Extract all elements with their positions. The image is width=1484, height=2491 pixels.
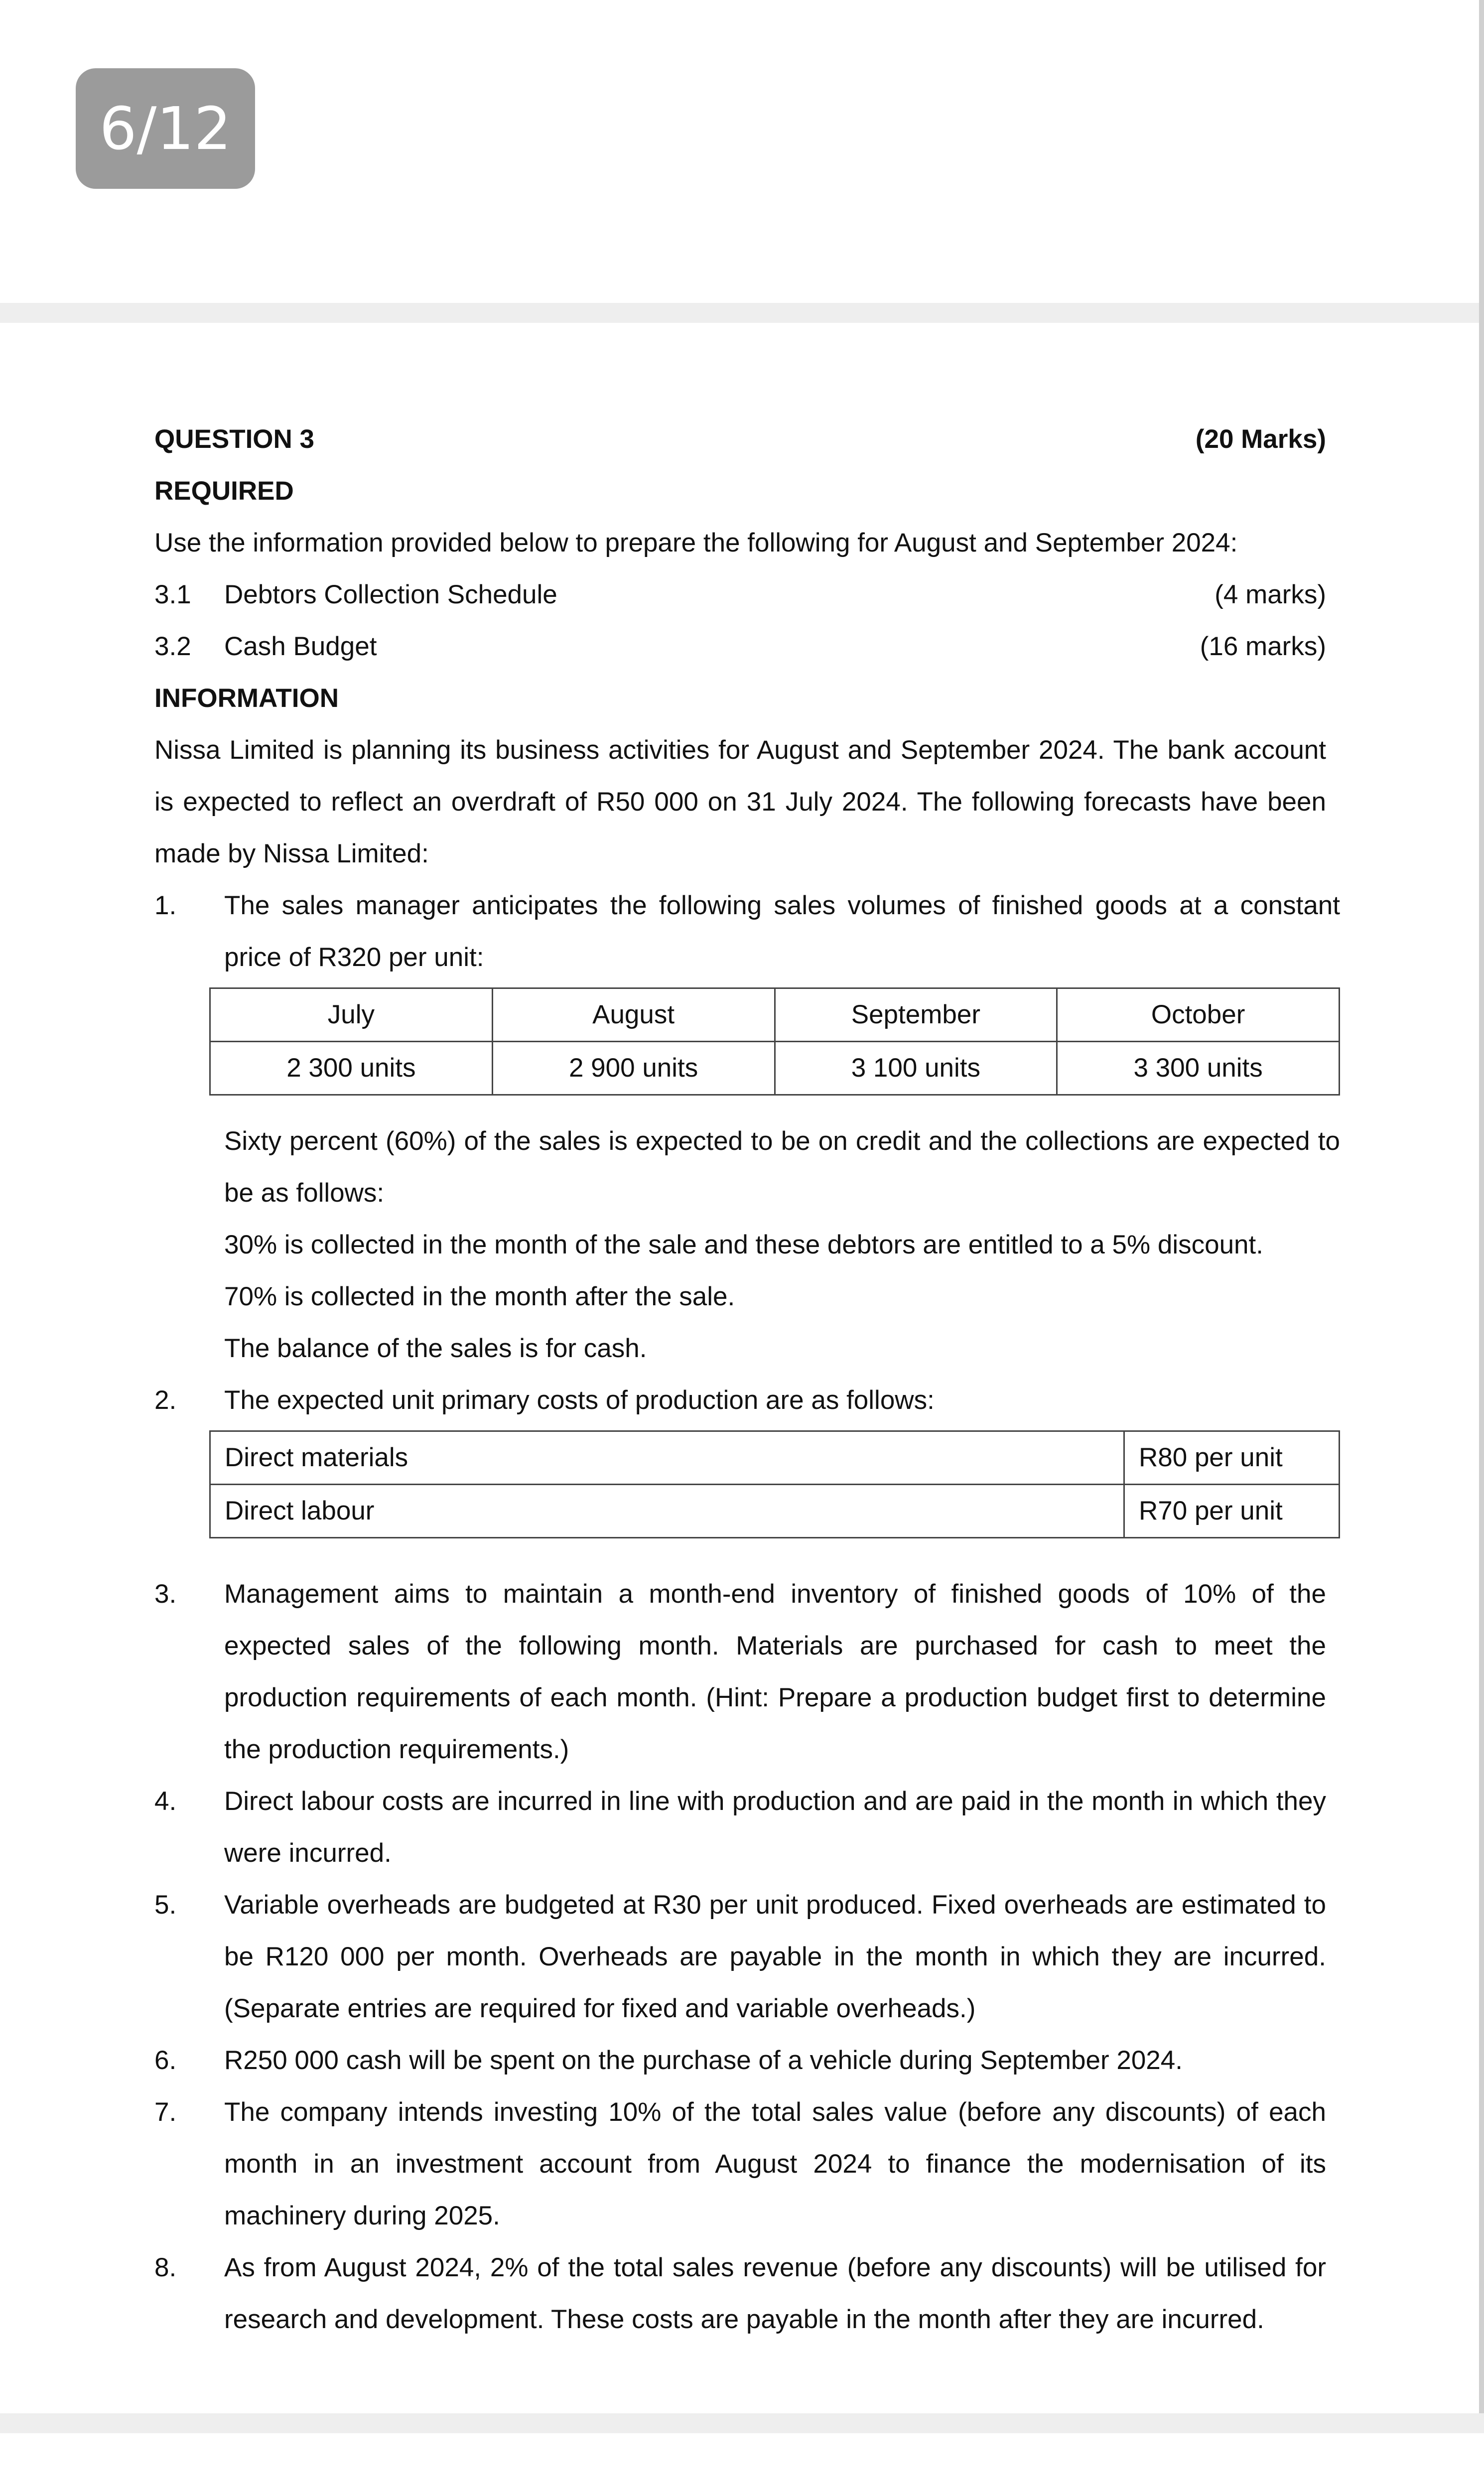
item-number: 6.	[154, 2046, 177, 2075]
item-text: R250 000 cash will be spent on the purchase of a vehicle during September 2024.	[224, 2046, 1183, 2075]
item-text: Management aims to maintain a month-end inventory of finished goods of 10% of the expected sales of the following month. Materials are purchased for cash to meet the production requirements of each month. (Hint: Prepare a production budget first to determine the production requirements.)	[224, 1579, 1326, 1764]
document-page	[154, 414, 1340, 2346]
list-item	[154, 2242, 1326, 2346]
part-row	[154, 569, 1326, 621]
table-header-cell: August	[492, 988, 775, 1042]
sales-volume-table	[209, 987, 1340, 1096]
list-item	[154, 1568, 1326, 1776]
item-number: 1.	[154, 891, 177, 920]
question-title: QUESTION 3	[154, 424, 315, 454]
table-header-cell: October	[1057, 988, 1340, 1042]
item-text: The expected unit primary costs of production are as follows:	[224, 1385, 935, 1415]
item-number: 3.	[154, 1579, 177, 1609]
information-text: Nissa Limited is planning its business activities for August and September 2024. The bank account is expected to reflect an overdraft of R50 000 on 31 July 2024. The following forecasts have been made by Nissa Limited:	[154, 735, 1326, 868]
list-item	[154, 1375, 1326, 1568]
item-text: The company intends investing 10% of the total sales value (before any discounts) of each month in an investment account from August 2024 to finance the modernisation of its machinery during 2025.	[224, 2097, 1326, 2230]
item-number: 5.	[154, 1890, 177, 1920]
list-item	[154, 2035, 1326, 2086]
item-text: Direct labour costs are incurred in line with production and are paid in the month in which they were incurred.	[224, 1787, 1326, 1868]
item-number: 8.	[154, 2253, 177, 2282]
page-separator	[0, 303, 1484, 323]
page-indicator[interactable]: 6/12	[76, 68, 255, 189]
part-number: 3.2	[154, 632, 191, 661]
table-cell: R80 per unit	[1124, 1431, 1340, 1485]
part-row	[154, 621, 1326, 673]
item-text: As from August 2024, 2% of the total sales revenue (before any discounts) will be utilised for research and development. These costs are payable in the month after they are incurred.	[224, 2253, 1326, 2334]
part-marks: (16 marks)	[1200, 632, 1326, 661]
list-item	[154, 880, 1340, 1375]
table-cell: Direct labour	[210, 1485, 1124, 1538]
page-separator	[0, 2413, 1484, 2433]
question-marks: (20 Marks)	[1195, 424, 1326, 454]
list-item	[154, 1776, 1326, 1879]
table-header-cell: September	[775, 988, 1057, 1042]
table-cell: 2 900 units	[492, 1042, 775, 1095]
unit-cost-table	[209, 1430, 1340, 1538]
list-item	[154, 2086, 1326, 2242]
table-cell: 3 100 units	[775, 1042, 1057, 1095]
intro-text: Use the information provided below to prepare the following for August and September 2024:	[154, 528, 1238, 557]
item-text: Variable overheads are budgeted at R30 per unit produced. Fixed overheads are estimated to be R120 000 per month. Overheads are payable in the month in which they are incurred. (Separate entries are required for fixed and variable overheads.)	[224, 1890, 1326, 2023]
table-cell: R70 per unit	[1124, 1485, 1340, 1538]
table-cell: 2 300 units	[210, 1042, 493, 1095]
page-edge	[1479, 0, 1484, 2413]
information-heading: INFORMATION	[154, 684, 339, 713]
credit-terms-text: 70% is collected in the month after the sale.	[224, 1282, 735, 1311]
question-header	[154, 414, 1326, 465]
credit-terms-text: The balance of the sales is for cash.	[224, 1334, 647, 1363]
required-heading: REQUIRED	[154, 476, 294, 506]
item-number: 2.	[154, 1385, 177, 1415]
table-header-cell: July	[210, 988, 493, 1042]
part-marks: (4 marks)	[1214, 580, 1326, 609]
item-number: 4.	[154, 1787, 177, 1816]
part-number: 3.1	[154, 580, 191, 609]
credit-terms-text: 30% is collected in the month of the sale and these debtors are entitled to a 5% discount.	[224, 1230, 1263, 1259]
table-cell: 3 300 units	[1057, 1042, 1340, 1095]
credit-terms-text: Sixty percent (60%) of the sales is expected to be on credit and the collections are expected to be as follows:	[224, 1126, 1340, 1208]
part-label: Debtors Collection Schedule	[224, 580, 557, 609]
item-text: The sales manager anticipates the following sales volumes of finished goods at a constant price of R320 per unit:	[224, 891, 1340, 972]
item-number: 7.	[154, 2097, 177, 2127]
list-item	[154, 1879, 1326, 2035]
table-cell: Direct materials	[210, 1431, 1124, 1485]
part-label: Cash Budget	[224, 632, 377, 661]
